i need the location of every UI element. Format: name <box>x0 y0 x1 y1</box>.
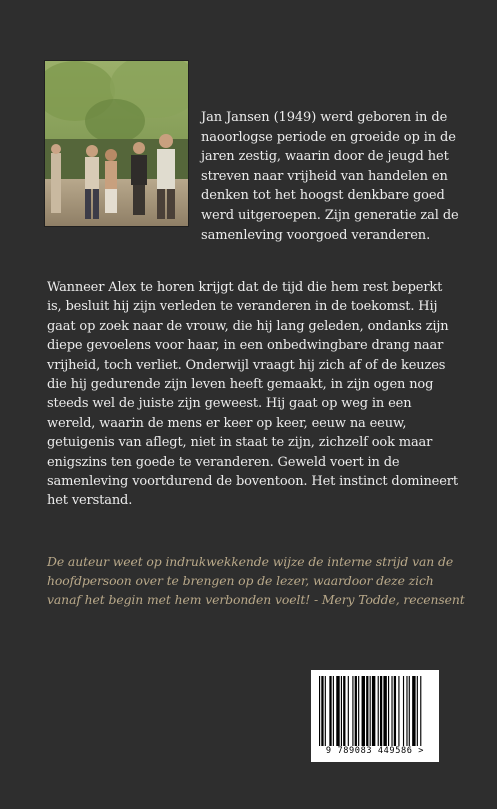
author-photo <box>45 61 188 226</box>
review-quote: De auteur weet op indrukwekkende wijze de interne strijd van de hoofdpersoon over te brengen op de lezer, waardoor deze zich vanaf het begin met hem verbonden voelt! - Mery Todde, recensent <box>47 554 465 608</box>
author-bio: Jan Jansen (1949) werd geboren in de naoorlogse periode en groeide op in de jaren zestig, waarin door de jeugd het streven naar vrijheid van handelen en denken tot het hoogst denkbare goed werd uitgeroepen. Zijn generatie zal de samenleving voorgoed veranderen. <box>201 110 459 243</box>
isbn-number: 9 789083 449586 > <box>325 746 425 756</box>
book-synopsis: Wanneer Alex te horen krijgt dat de tijd die hem rest beperkt is, besluit hij zijn verleden te veranderen in de toekomst. Hij gaat op zoek naar de vrouw, die hij lang geleden, ondanks zijn diepe gevoelens voor haar, in een onbedwingbare drang naar vrijheid, toch verliet. Onderwijl vraagt hij zich af of de keuzes die hij gedurende zijn leven heeft gemaakt, in zijn ogen nog steeds wel de juiste zijn geweest. Hij gaat op weg in een wereld, waarin de mens er keer op keer, eeuw na eeuw, getuigenis van aflegt, niet in staat te zijn, zichzelf ook maar enigszins ten goede te veranderen. Geweld voert in de samenleving voortdurend de boventoon. Het instinct domineert het verstand. <box>47 280 458 509</box>
